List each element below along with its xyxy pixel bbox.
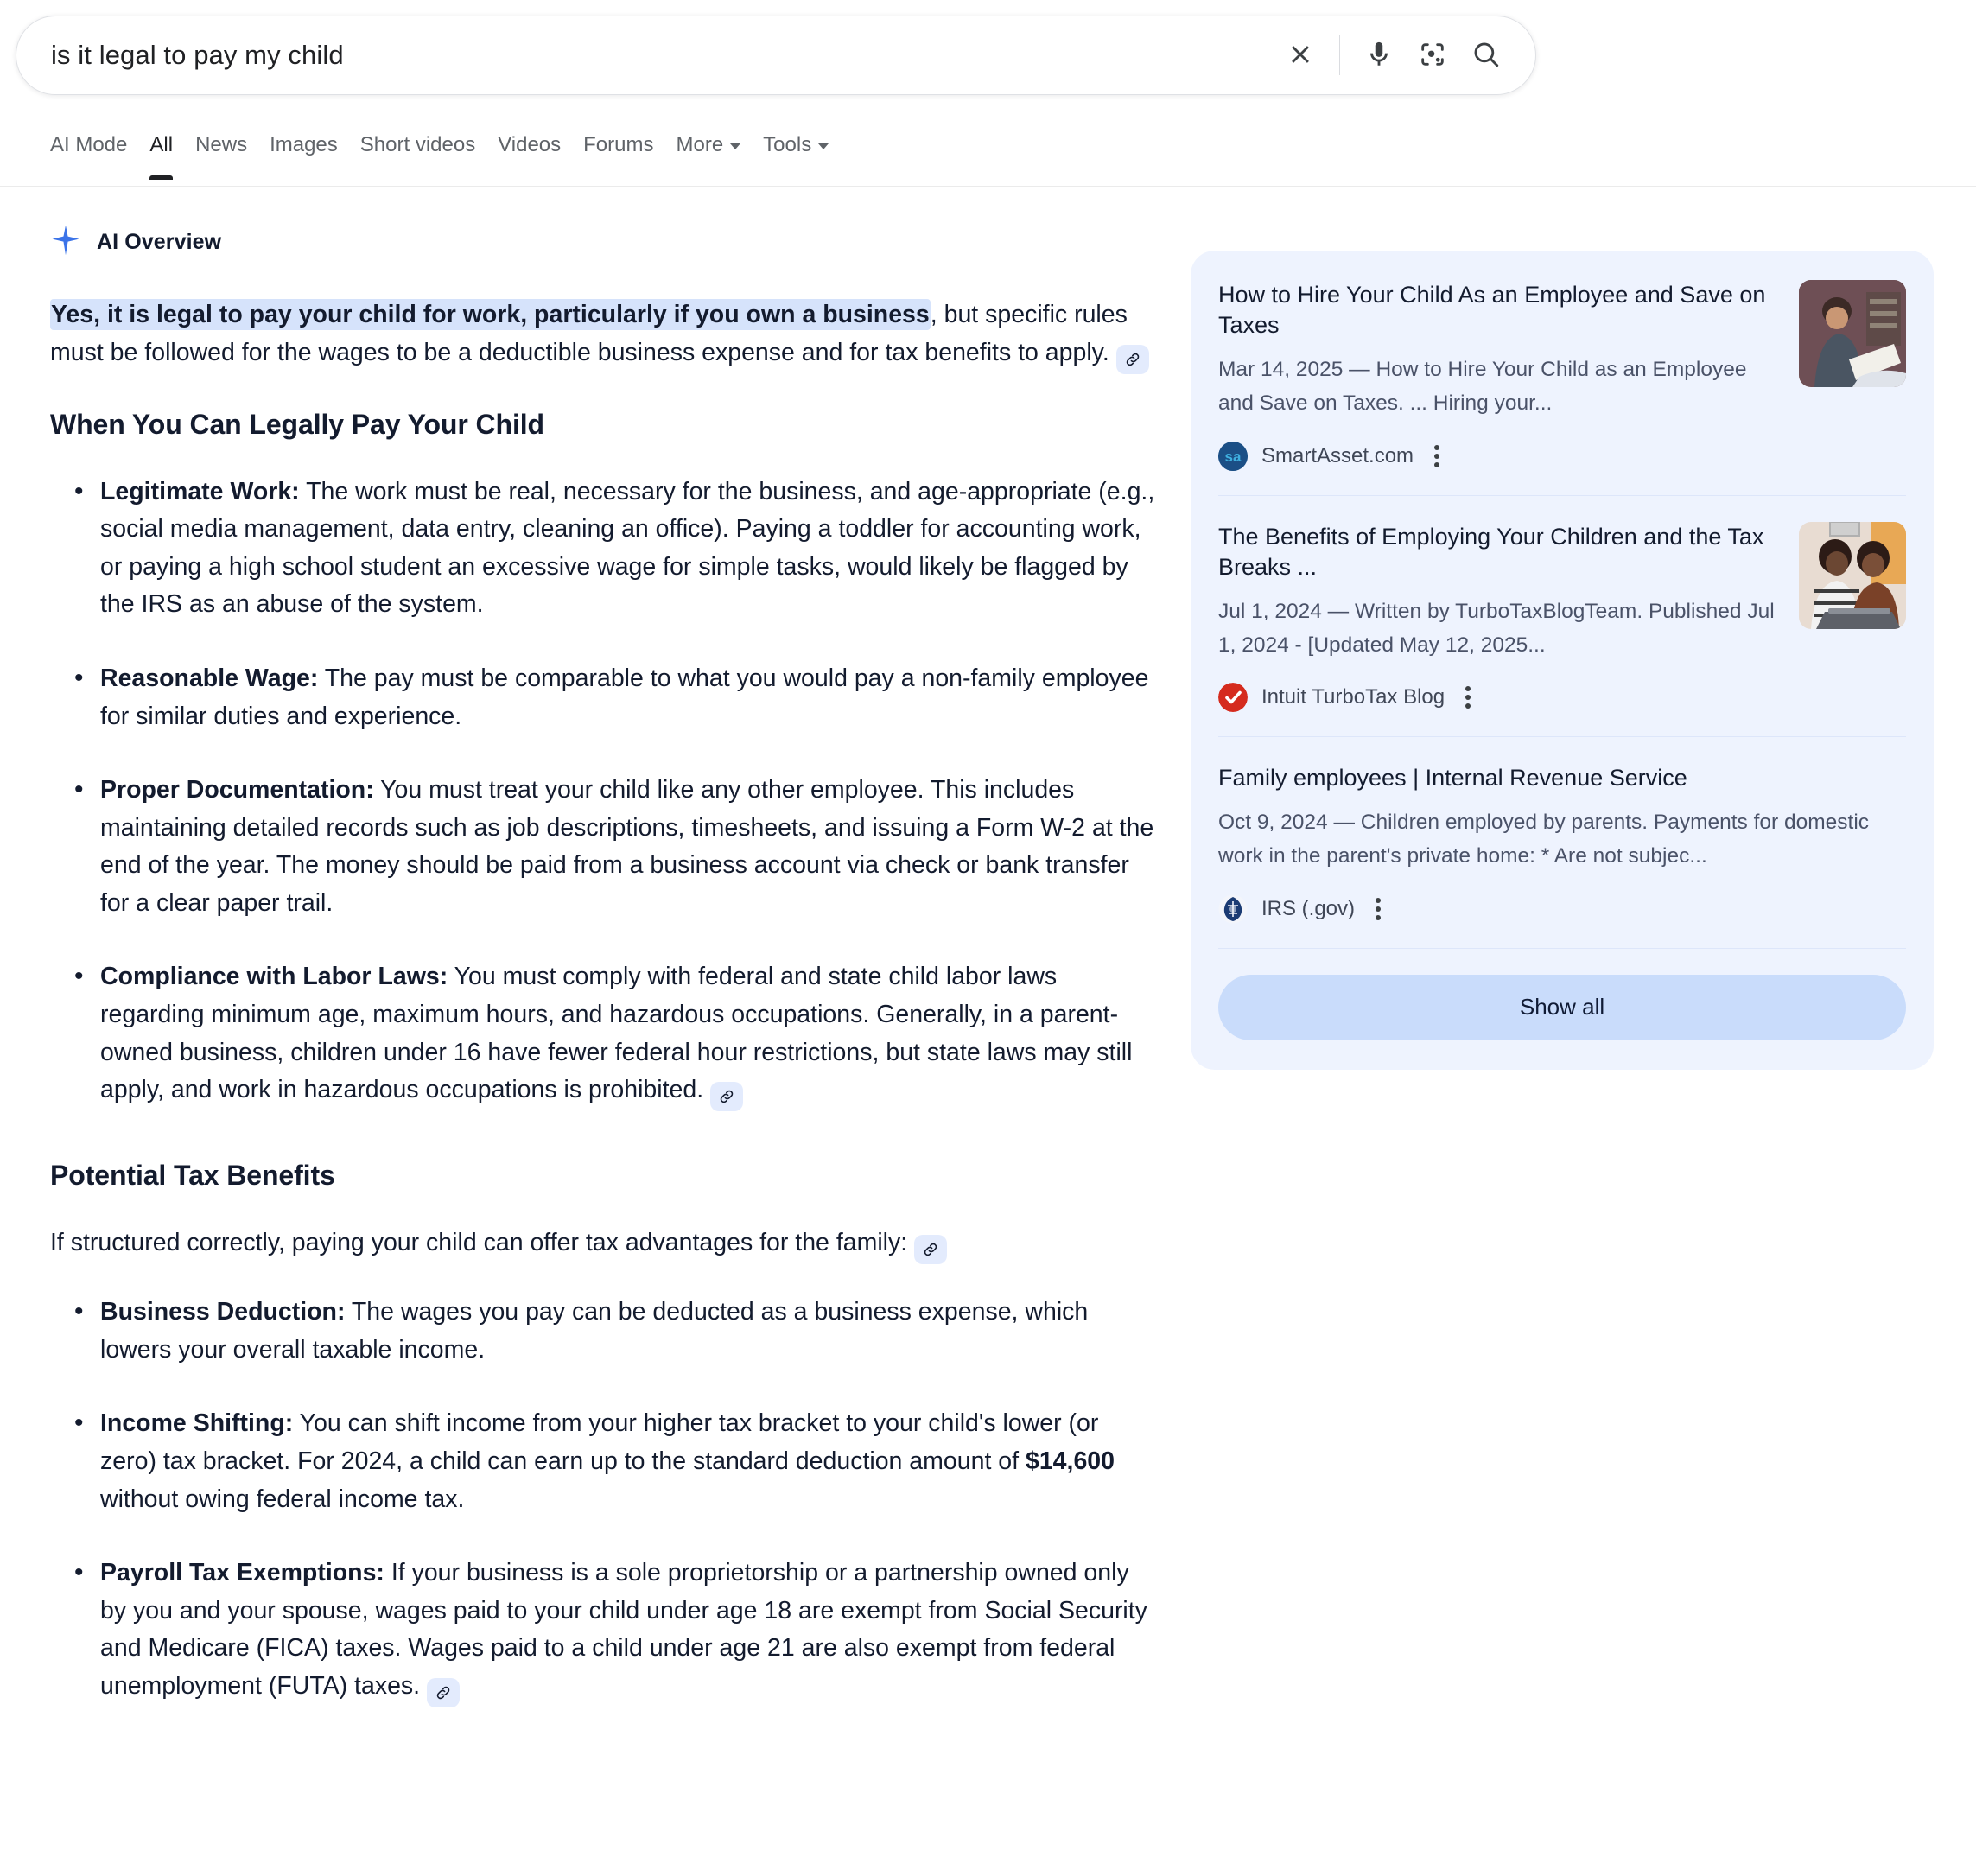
item-term: Reasonable Wage: xyxy=(100,664,319,692)
tab-videos[interactable] xyxy=(498,128,583,180)
source-link-chip[interactable] xyxy=(1116,345,1149,374)
section-2-lead xyxy=(50,1224,1156,1264)
lead-text: If structured correctly, paying your child can offer tax advantages for the family: xyxy=(50,1229,908,1257)
smartasset-favicon xyxy=(1218,442,1248,471)
source-text xyxy=(1218,522,1780,715)
item-term: Compliance with Labor Laws: xyxy=(100,963,448,991)
source-site-name: Intuit TurboTax Blog xyxy=(1261,685,1445,709)
search-input[interactable] xyxy=(49,39,1274,72)
source-footer xyxy=(1218,440,1780,473)
tab-label: AI Mode xyxy=(50,133,128,156)
source-link-chip[interactable] xyxy=(427,1678,460,1707)
ai-overview-intro xyxy=(50,296,1156,374)
source-footer xyxy=(1218,681,1780,714)
source-item[interactable] xyxy=(1218,280,1906,495)
clear-search-button[interactable] xyxy=(1274,29,1327,82)
list-item xyxy=(79,1294,1156,1369)
close-icon xyxy=(1286,40,1315,72)
item-text-before: You can shift income from your higher tax bracket to your child's lower (or zero) tax bracket. For 2024, a child can earn up to the standard deduction amount of xyxy=(100,1409,1099,1475)
sources-card xyxy=(1191,251,1934,1070)
source-footer xyxy=(1218,893,1906,925)
sources-column xyxy=(1191,187,1934,1070)
show-all-container xyxy=(1218,948,1906,1040)
item-term: Proper Documentation: xyxy=(100,776,374,804)
submit-search-button[interactable] xyxy=(1459,29,1513,82)
source-site-name: SmartAsset.com xyxy=(1261,443,1414,467)
source-snippet: Jul 1, 2024 — Written by TurboTaxBlogTeam. Published Jul 1, 2024 - [Updated May 12, 2025... xyxy=(1218,599,1775,657)
tab-all[interactable] xyxy=(149,128,195,180)
svg-text:sa: sa xyxy=(1224,448,1242,465)
section-heading: When You Can Legally Pay Your Child xyxy=(50,408,545,440)
list-item xyxy=(79,1405,1156,1518)
intro-rest: , but specific rules must be followed for the wages to be a deductible business expense and for tax benefits to apply. xyxy=(50,301,1128,366)
chevron-down-icon xyxy=(818,143,829,149)
show-all-button[interactable]: Show all xyxy=(1218,975,1906,1040)
ai-overview-header xyxy=(50,225,1156,260)
tab-label: All xyxy=(149,133,174,156)
source-snippet: Mar 14, 2025 — How to Hire Your Child as an Employee and Save on Taxes. ... Hiring your... xyxy=(1218,358,1747,416)
source-item[interactable] xyxy=(1218,736,1906,947)
section-heading: Potential Tax Benefits xyxy=(50,1160,335,1192)
ai-overview-label: AI Overview xyxy=(97,230,222,254)
search-divider xyxy=(1339,35,1340,75)
item-text: The pay must be comparable to what you would pay a non-family employee for similar duties and experience. xyxy=(100,664,1149,730)
list-item xyxy=(79,958,1156,1111)
source-menu-button[interactable] xyxy=(1427,440,1446,473)
item-text: The wages you pay can be deducted as a business expense, which lowers your overall taxable income. xyxy=(100,1298,1089,1364)
list-item xyxy=(79,1555,1156,1707)
source-snippet: Oct 9, 2024 — Children employed by parents. Payments for domestic work in the parent's private home: * Are not subjec... xyxy=(1218,811,1870,868)
source-link-chip[interactable] xyxy=(710,1082,743,1111)
lens-search-button[interactable] xyxy=(1406,29,1459,82)
results-page xyxy=(0,187,1976,1744)
item-text: You must comply with federal and state child labor laws regarding minimum age, maximum hours, and hazardous occupations. Generally, in a parent-owned business, children under 16 have fewer federal hour restrictions, but state laws may still apply, and work in hazardous occupations is prohibited. xyxy=(100,963,1133,1104)
source-text xyxy=(1218,280,1780,473)
tab-news[interactable] xyxy=(195,128,270,180)
google-lens-icon xyxy=(1418,40,1447,72)
tab-label: Tools xyxy=(763,133,812,156)
list-item xyxy=(79,772,1156,922)
tab-label: Images xyxy=(270,133,338,156)
item-text: The work must be real, necessary for the business, and age-appropriate (e.g., social media management, data entry, cleaning an office). Paying a toddler for accounting work, or paying a high school student an excessive wage for simple tasks, would likely be flagged by the IRS as an abuse of the system. xyxy=(100,477,1155,619)
tab-label: Videos xyxy=(498,133,562,156)
tab-label: Forums xyxy=(583,133,654,156)
intro-highlight: Yes, it is legal to pay your child for work, particularly if you own a business xyxy=(51,301,930,328)
microphone-icon xyxy=(1364,40,1394,72)
tab-ai-mode[interactable] xyxy=(50,128,149,180)
tab-images[interactable] xyxy=(270,128,360,180)
search-nav-tabs xyxy=(0,128,1976,187)
sparkle-icon xyxy=(50,225,81,260)
item-text: You must treat your child like any other employee. This includes maintaining detailed records such as job descriptions, timesheets, and issuing a Form W-2 at the end of the year. The money should be paid from a business account via check or bank transfer for a clear paper trail. xyxy=(100,776,1154,917)
search-icon xyxy=(1471,40,1501,72)
section-1-list xyxy=(50,474,1156,1112)
tab-short-videos[interactable] xyxy=(360,128,498,180)
item-text: If your business is a sole proprietorship or a partnership owned only by you and your spouse, wages paid to your child under age 18 are exempt from Social Security and Medicare (FICA) taxes. Wages paid to a child under age 21 are also exempt from federal unemployment (FUTA) taxes. xyxy=(100,1559,1147,1700)
tab-label: More xyxy=(676,133,724,156)
list-item xyxy=(79,660,1156,735)
search-actions xyxy=(1274,29,1513,82)
list-item xyxy=(79,474,1156,624)
tab-more[interactable] xyxy=(676,128,763,180)
section-2-list xyxy=(50,1294,1156,1707)
source-item[interactable] xyxy=(1218,495,1906,737)
item-text-after: without owing federal income tax. xyxy=(100,1485,465,1513)
source-menu-button[interactable] xyxy=(1369,893,1388,925)
item-term: Income Shifting: xyxy=(100,1409,294,1438)
source-thumbnail xyxy=(1799,522,1906,629)
source-title[interactable]: The Benefits of Employing Your Children and the Tax Breaks ... xyxy=(1218,523,1764,580)
source-title[interactable]: Family employees | Internal Revenue Service xyxy=(1218,765,1687,792)
source-title[interactable]: How to Hire Your Child As an Employee and Save on Taxes xyxy=(1218,282,1766,339)
chevron-down-icon xyxy=(730,143,740,149)
item-term: Business Deduction: xyxy=(100,1298,346,1326)
tab-label: Short videos xyxy=(359,133,476,156)
tab-forums[interactable] xyxy=(583,128,676,180)
irs-favicon xyxy=(1218,894,1248,924)
ai-overview-column xyxy=(50,187,1191,1744)
source-site-name: IRS (.gov) xyxy=(1261,896,1356,920)
item-term: Legitimate Work: xyxy=(100,477,300,506)
turbotax-favicon xyxy=(1218,683,1248,712)
tab-tools[interactable] xyxy=(763,128,851,180)
voice-search-button[interactable] xyxy=(1352,29,1406,82)
source-link-chip[interactable] xyxy=(914,1235,947,1264)
item-term: Payroll Tax Exemptions: xyxy=(100,1559,384,1587)
ai-overview-body xyxy=(50,296,1156,1707)
source-text xyxy=(1218,763,1906,925)
source-menu-button[interactable] xyxy=(1458,681,1477,714)
tab-label: News xyxy=(195,133,248,156)
source-thumbnail xyxy=(1799,280,1906,387)
item-bold-value: $14,600 xyxy=(1025,1447,1115,1475)
search-bar[interactable] xyxy=(16,16,1536,95)
search-bar-container xyxy=(0,0,1976,95)
